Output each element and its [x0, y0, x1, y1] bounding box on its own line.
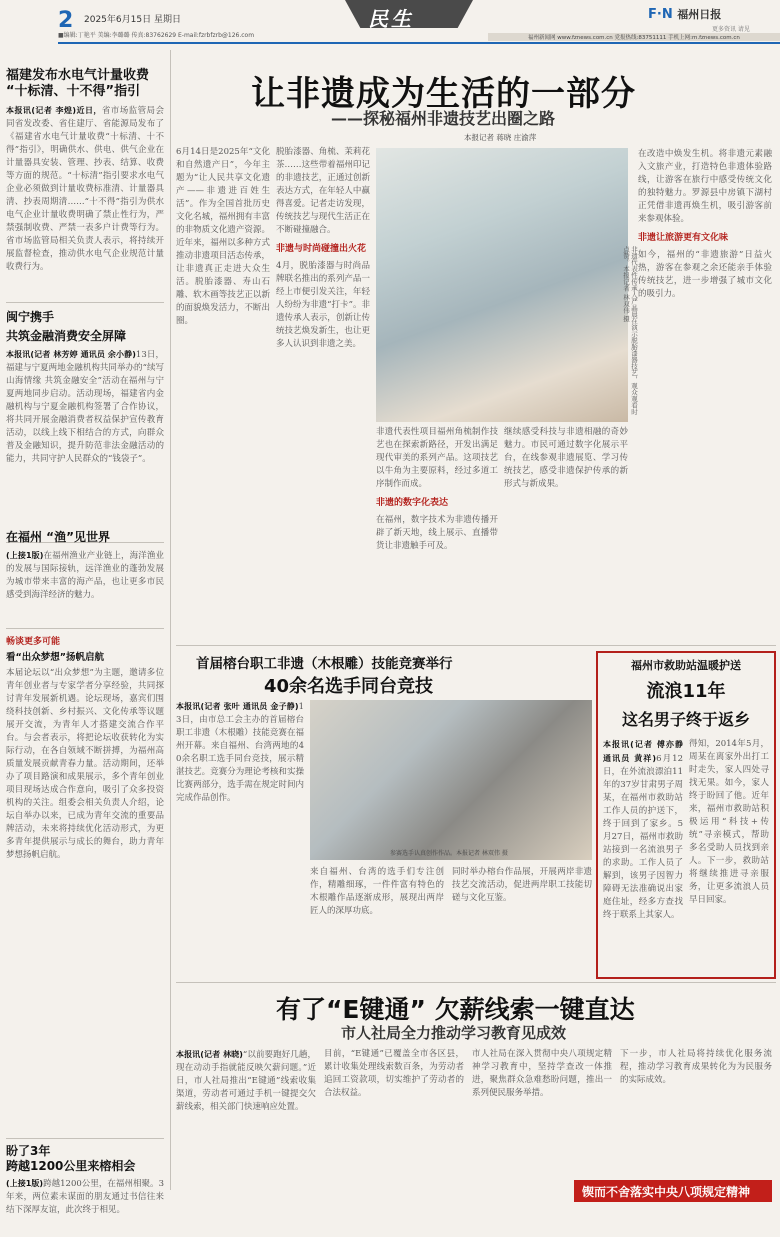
article-title: 看“出众梦想”扬帆启航 — [6, 652, 104, 663]
main-byline: 本报记者 蒋晓 庄渝萍 — [464, 133, 537, 142]
article-title: 盼了3年 跨越1200公里来榕相会 — [6, 1144, 136, 1173]
bottom-title: 有了“E键通” 欠薪线索一键直达 — [276, 995, 635, 1024]
photo-caption: 非遗代表性传承人严晶晨在演示脱胎漆器技艺，观众观看时点赞。本报记者 林双伟 摄 — [622, 246, 638, 415]
mid-title: 首届榕台职工非遗（木根雕）技能竞赛举行 — [196, 656, 453, 672]
box-title-2: 流浪11年 — [646, 681, 726, 702]
article-reunion — [6, 1144, 164, 1237]
article-body: 本届论坛以“出众梦想”为主题，邀请多位青年创业者与专家学者分享经验，共同探讨青年发展新机遇。论坛现场，嘉宾们围绕科技创新、乡村振兴、文化传承等议题展开交流，为青年人才搭建交流合作平台。与会者表示，将把论坛收获转化为实际行动，在各自领域不断拼搏，为福州高质量发展贡献青春力量。活动期间，还举办了项目路演和成果展示，多个青年创业项目现场达成合作意向，吸引了众多投资机构的关注。组委会相关负责人介绍，论坛自举办以来，已成为青年交流的重要品牌活动，未来将持续优化活动形式，为更多青年提供展示与成长的舞台，助力青年梦想扬帆启航。 — [6, 668, 164, 860]
article-byline: 本报讯(记者 林芳婷 通讯员 余小静) — [6, 350, 136, 359]
bottom-column-1: 本报讯(记者 林晓)“以前要跑好几趟，现在动动手指就能反映欠薪问题。”近日，市人社局推出“E键通”线索收集渠道，劳动者可通过手机一键提交欠薪线索，相关部门快速响应处置。 — [176, 1050, 316, 1112]
wood-carving-article — [176, 650, 592, 980]
mid-column-3: 同时举办榕台作品展，开展两岸非遗技艺交流活动，促进两岸职工技能切磋与文化互鉴。 — [452, 867, 592, 903]
mid-photo — [310, 700, 592, 860]
main-subhead-3: 非遗让旅游更有文化味 — [638, 233, 729, 243]
main-subhead-2: 非遗的数字化表达 — [376, 498, 449, 508]
article-byline: (上接1版) — [6, 551, 44, 560]
main-column-4: 继续感受科技与非遗相融的奇妙魅力。市民可通过数字化展示平台，在线参观非遗展览、学习传统技艺，感受非遗保护传承的新形式与新成果。 — [504, 427, 628, 489]
tagline: 更多资讯 请见 — [712, 26, 750, 33]
main-column-5: 在改造中焕发生机。将非遗元素融入文旅产业，打造特色非遗体验路线，让游客在旅行中感受传统文化的独特魅力。罗源县中房镇下湖村正凭借非遗再焕生机，吸引游客前来参观体验。 非遗让旅游更有文化味 如今，福州的“非遗旅游”日益火热，游客在参观之余还能亲手体验传统技艺，进一步增强了城市文化的吸引力。 — [638, 149, 772, 299]
box-title-1: 福州市救助站温暖护送 — [631, 659, 741, 672]
page-number: 2 — [58, 8, 74, 33]
rescue-station-article — [596, 651, 776, 979]
article-fishing — [6, 528, 164, 631]
box-title-3: 这名男子终于返乡 — [621, 710, 750, 729]
article-byline: 本报讯(记者 李煌)近日， — [6, 106, 102, 115]
article-title: 共筑金融消费安全屏障 — [6, 329, 127, 343]
article-dream — [6, 634, 164, 1167]
article-body: 本报讯(记者 李煌)近日，省市场监管局会同省发改委、省住建厅、省能源局发布了《福建省水电气计量收费“十标清、十不得”指引》，明确供水、供电、供气企业在计量器具安装、管理、抄表、结算、收费等方面的规范。“十标清”指引要求水电气企业必须做到计量收费标准清、计量器具清、抄表周期清……“十不得”指引为供水电气企业计量收费明确了禁止性行为，严禁强制收费、严禁一表多户计费等行为。省市场监管局相关负责人表示，将持续开展监督检查，推动供水电气企业规范计量收费行为。 — [6, 106, 164, 272]
bottom-banner-text: 锲而不舍落实中央八项规定精神 — [582, 1185, 751, 1199]
main-column-3: 非遗代表性项目福州角梳制作技艺也在探索新路径，开发出满足现代审美的系列产品。这项技艺以牛角为主要原料，经过多道工序制作而成。 非遗的数字化表达 在福州，数字技术为非遗传播开辟了新天地，线上展示、直播带货让非遗触手可及。 — [376, 427, 498, 551]
main-photo — [376, 148, 628, 422]
mid-caption: 参赛选手认真创作作品。本报记者 林双伟 摄 — [390, 850, 508, 857]
section-title: 民生 — [368, 7, 414, 31]
article-byline: (上接1版) — [6, 1179, 44, 1188]
bottom-subtitle: 市人社局全力推动学习教育见成效 — [341, 1024, 567, 1042]
main-column-1: 6月14日是2025年“文化和自然遗产日”，今年主题为“让人民共享文化遗产——非遗进百姓生活”。作为全国首批历史文化名城，福州拥有丰富的非物质文化遗产资源。近年来，福州以多种方式推动非遗项目活态传承，让非遗真正走进大众生活。脱胎漆器、寿山石雕、软木画等技艺正以新的面貌焕发活力，不断出圈。 — [176, 147, 270, 326]
web-line: 福州新闻网 www.fznews.com.cn 党报热线:83751111 手机上网:m.fznews.com.cn — [528, 35, 740, 41]
article-title: 在福州 “渔”见世界 — [6, 530, 110, 544]
main-title: 让非遗成为生活的一部分 — [251, 74, 636, 114]
bottom-column-2: 目前，“E键通”已覆盖全市各区县，累计收集处理线索数百条，为劳动者追回工资款项，切实维护了劳动者的合法权益。 — [324, 1049, 464, 1098]
main-subhead-1: 非遗与时尚碰撞出火花 — [276, 244, 367, 254]
main-column-2: 脱胎漆器、角梳、茉莉花茶……这些带着福州印记的非遗技艺，正通过创新表达方式，在年轻人中赢得喜爱。记者走访发现，传统技艺与现代生活正在不断碰撞融合。 非遗与时尚碰撞出火花 4月，脱胎漆器与时尚品牌联名推出的系列产品一经上市便引发关注，年轻人纷纷为非遗“打卡”。非遗传承人表示，创新让传统技艺焕发新生，也让更多人认识到非遗之美。 — [276, 147, 370, 349]
logo: F·N 福州日报 — [648, 7, 722, 22]
article-title: 福建发布水电气计量收费 “十标清、十不得”指引 — [6, 68, 150, 99]
article-body: 本报讯(记者 林芳婷 通讯员 余小静)13日，福建与宁夏两地金融机构共同举办的“续写山海情缘 共筑金融安全”活动在福州与宁夏两地同步启动。活动现场，福建省内金融机构与宁夏金融机构签署了合作协议，将共同开展金融消费者权益保护宣传教育活动，以线上线下相结合的方式，向群众普及金融知识，提升防范非法金融活动的能力，共同守护人民群众的“钱袋子”。 — [6, 350, 164, 464]
main-subtitle: ——探秘福州非遗技艺出圈之路 — [331, 109, 556, 128]
bottom-column-4: 下一步，市人社局将持续优化服务流程，推动学习教育成果转化为为民服务的实际成效。 — [620, 1049, 772, 1085]
article-body: (上接1版)跨越1200公里，在福州相聚。3年来，两位素未谋面的朋友通过书信往来结下深厚友谊，此次终于相见。 — [6, 1179, 164, 1215]
article-water-power-gas — [6, 68, 164, 292]
article-kicker: 畅谈更多可能 — [6, 637, 61, 647]
mid-byline: 本报讯(记者 张叶 通讯员 金子静) — [176, 702, 299, 711]
bottom-column-3: 市人社局在深入贯彻中央八项规定精神学习教育中，坚持学查改一体推进，聚焦群众急难愁盼问题，推出一系列便民服务举措。 — [472, 1049, 612, 1098]
article-kicker: 闽宁携手 — [6, 310, 55, 324]
mid-column-1: 本报讯(记者 张叶 通讯员 金子静)13日，由市总工会主办的首届榕台职工非遗（木根雕）技能竞赛在福州开幕。来自福州、台湾两地的40余名职工选手同台竞技，展示精湛技艺。竞赛分为理论考核和实操比赛两部分，选手需在规定时间内完成作品创作。 — [176, 702, 304, 803]
staff-line: ■编辑:丁艳平 美编:李璐璐 传真:83762629 E-mail:fzrbfzrb@126.com — [58, 32, 255, 39]
e-key-article — [176, 984, 776, 1213]
left-column — [0, 58, 168, 1213]
article-body: (上接1版)在福州渔业产业链上，海洋渔业的发展与国际接轨，远洋渔业的蓬勃发展为城市带来丰富的海产品，也让更多市民感受到海洋经济的魅力。 — [6, 551, 164, 600]
mid-column-2: 来自福州、台湾的选手们专注创作，精雕细琢，一件件富有特色的木根雕作品逐渐成形，展现出两岸匠人的深厚功底。 — [310, 867, 444, 916]
masthead — [0, 0, 780, 40]
box-body: 本报讯(记者 傅亦静 通讯员 黄祥)6月12日，在外流浪漂泊11年的37岁甘肃男子周某，在福州市救助站工作人员的护送下，终于回到了家乡。5月27日，福州市救助站接到一名流浪男子的求助。工作人员了解到，该男子因智力障碍无法准确说出家庭住址，经多方查找终于联系上其家人。 得知，2014年5月，周某在离家外出打工时走失，家人四处寻找无果。如今，家人终于盼回了他。近年来，福州市救助站积极运用“科技+传统”寻亲模式，帮助多名受助人员找到亲人。下一步，救助站将继续推进寻亲服务，让更多流浪人员早日回家。 — [603, 739, 769, 920]
logo-text: 福州日报 — [677, 8, 722, 21]
mid-subtitle: 40余名选手同台竞技 — [264, 676, 434, 697]
bottom-byline: 本报讯(记者 林晓) — [176, 1050, 243, 1059]
issue-date: 2025年6月15日 星期日 — [84, 15, 181, 25]
box-byline: 本报讯(记者 傅亦静 通讯员 黄祥) — [603, 740, 683, 763]
main-feature — [176, 48, 776, 648]
